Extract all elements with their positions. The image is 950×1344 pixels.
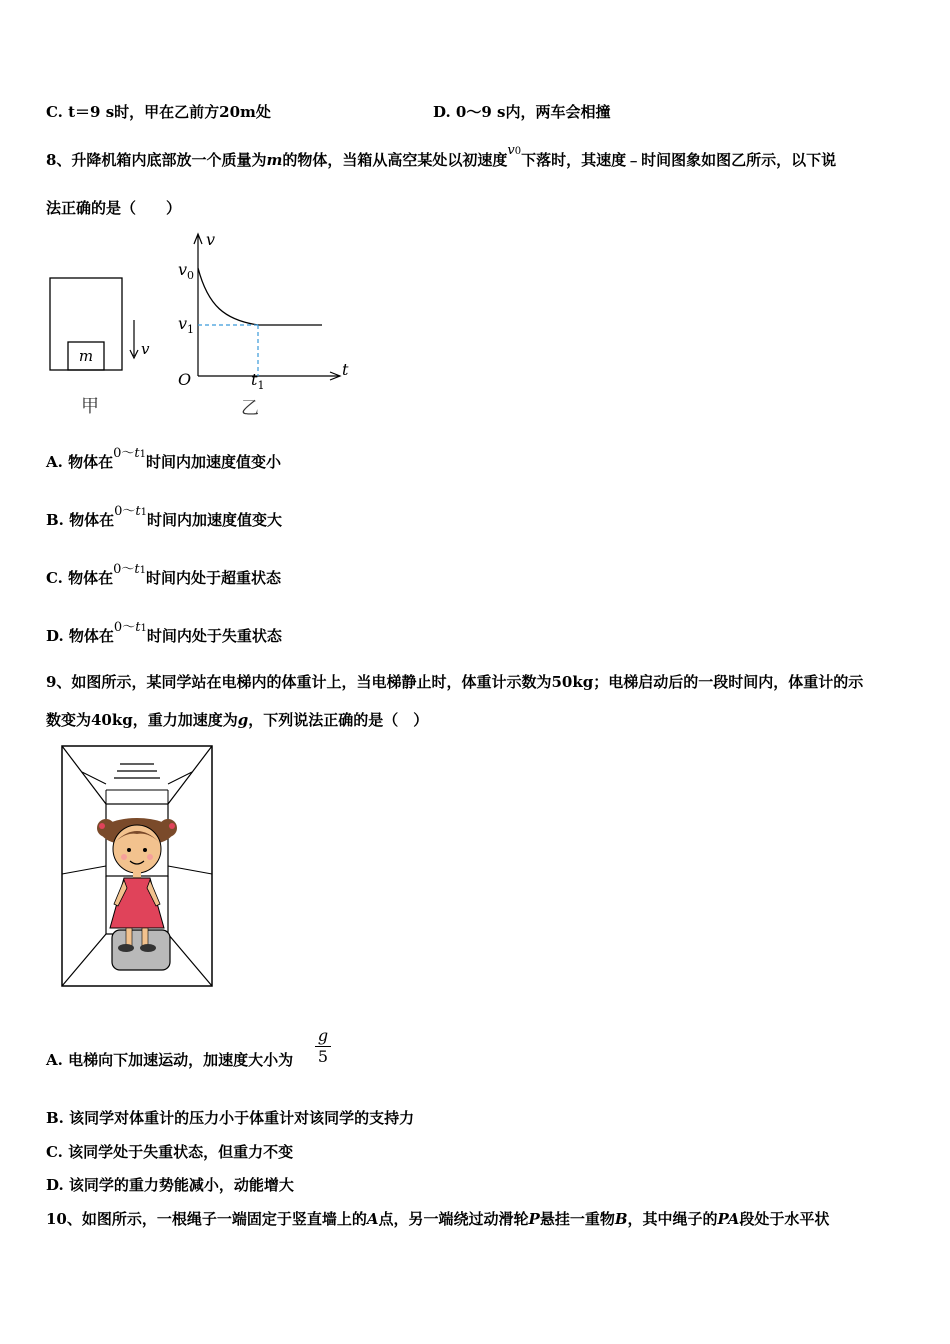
q9-stem-line2: 数变为40kg，重力加速度为g，下列说法正确的是（ ） <box>46 711 429 729</box>
origin-label: O <box>178 370 192 389</box>
svg-text:t1: $t_1$ <box>251 370 265 392</box>
q10-stem-line1: 10、如图所示，一根绳子一端固定于竖直墙上的A点，另一端绕过动滑轮P悬挂一重物B，其中绳子的PA段处于水平状 <box>46 1210 830 1228</box>
q9-option-b: B. 该同学对体重计的压力小于体重计对该同学的支持力 <box>46 1109 415 1127</box>
v0-label: v <box>178 260 188 279</box>
q9-option-c: C. 该同学处于失重状态，但重力不变 <box>46 1143 294 1161</box>
q8-option-d: D. 物体在0～t1时间内处于失重状态 <box>46 620 282 645</box>
q8-stem-line1: 8、升降机箱内底部放一个质量为m的物体，当箱从高空某处以初速度v0下落时，其速度﹣时间图象如图乙所示，以下说 <box>46 143 837 169</box>
q8-figure-yi <box>170 228 360 423</box>
q7-option-c: C. t＝9 s时，甲在乙前方20m处 <box>46 103 271 121</box>
velocity-arrow-label: v <box>141 340 150 358</box>
elevator-girl-illustration <box>60 744 216 990</box>
figure-jia-caption: 甲 <box>81 396 99 417</box>
q8-option-b: B. 物体在0～t1时间内加速度值变大 <box>46 504 283 529</box>
t-axis-label: t <box>342 360 349 379</box>
q9-option-a: A. 电梯向下加速运动，加速度大小为 <box>46 1051 294 1069</box>
svg-text:v1: $v_1$ <box>178 314 195 336</box>
v1-label: v <box>178 314 188 333</box>
v-axis-label: v <box>206 230 216 249</box>
q8-stem-line2: 法正确的是（ ） <box>46 199 182 217</box>
t1-label: t <box>251 370 258 389</box>
figure-yi-caption: 乙 <box>241 398 259 419</box>
box-mass-label: m <box>78 347 94 365</box>
fraction-g-over-5: $\frac{g}{5}$ <box>315 1026 331 1067</box>
q8-figure-jia <box>44 270 164 420</box>
q9-stem-line1: 9、如图所示，某同学站在电梯内的体重计上，当电梯静止时，体重计示数为50kg；电梯启动后的一段时间内，体重计的示 <box>46 673 864 691</box>
q8-option-c: C. 物体在0～t1时间内处于超重状态 <box>46 562 282 587</box>
q8-option-a: A. 物体在0～t1时间内加速度值变小 <box>46 446 282 471</box>
q7-option-d: D. 0～9 s内，两车会相撞 <box>433 103 611 121</box>
svg-text:v0: $v_0$ <box>178 260 195 282</box>
q9-option-d: D. 该同学的重力势能减小，动能增大 <box>46 1176 294 1194</box>
